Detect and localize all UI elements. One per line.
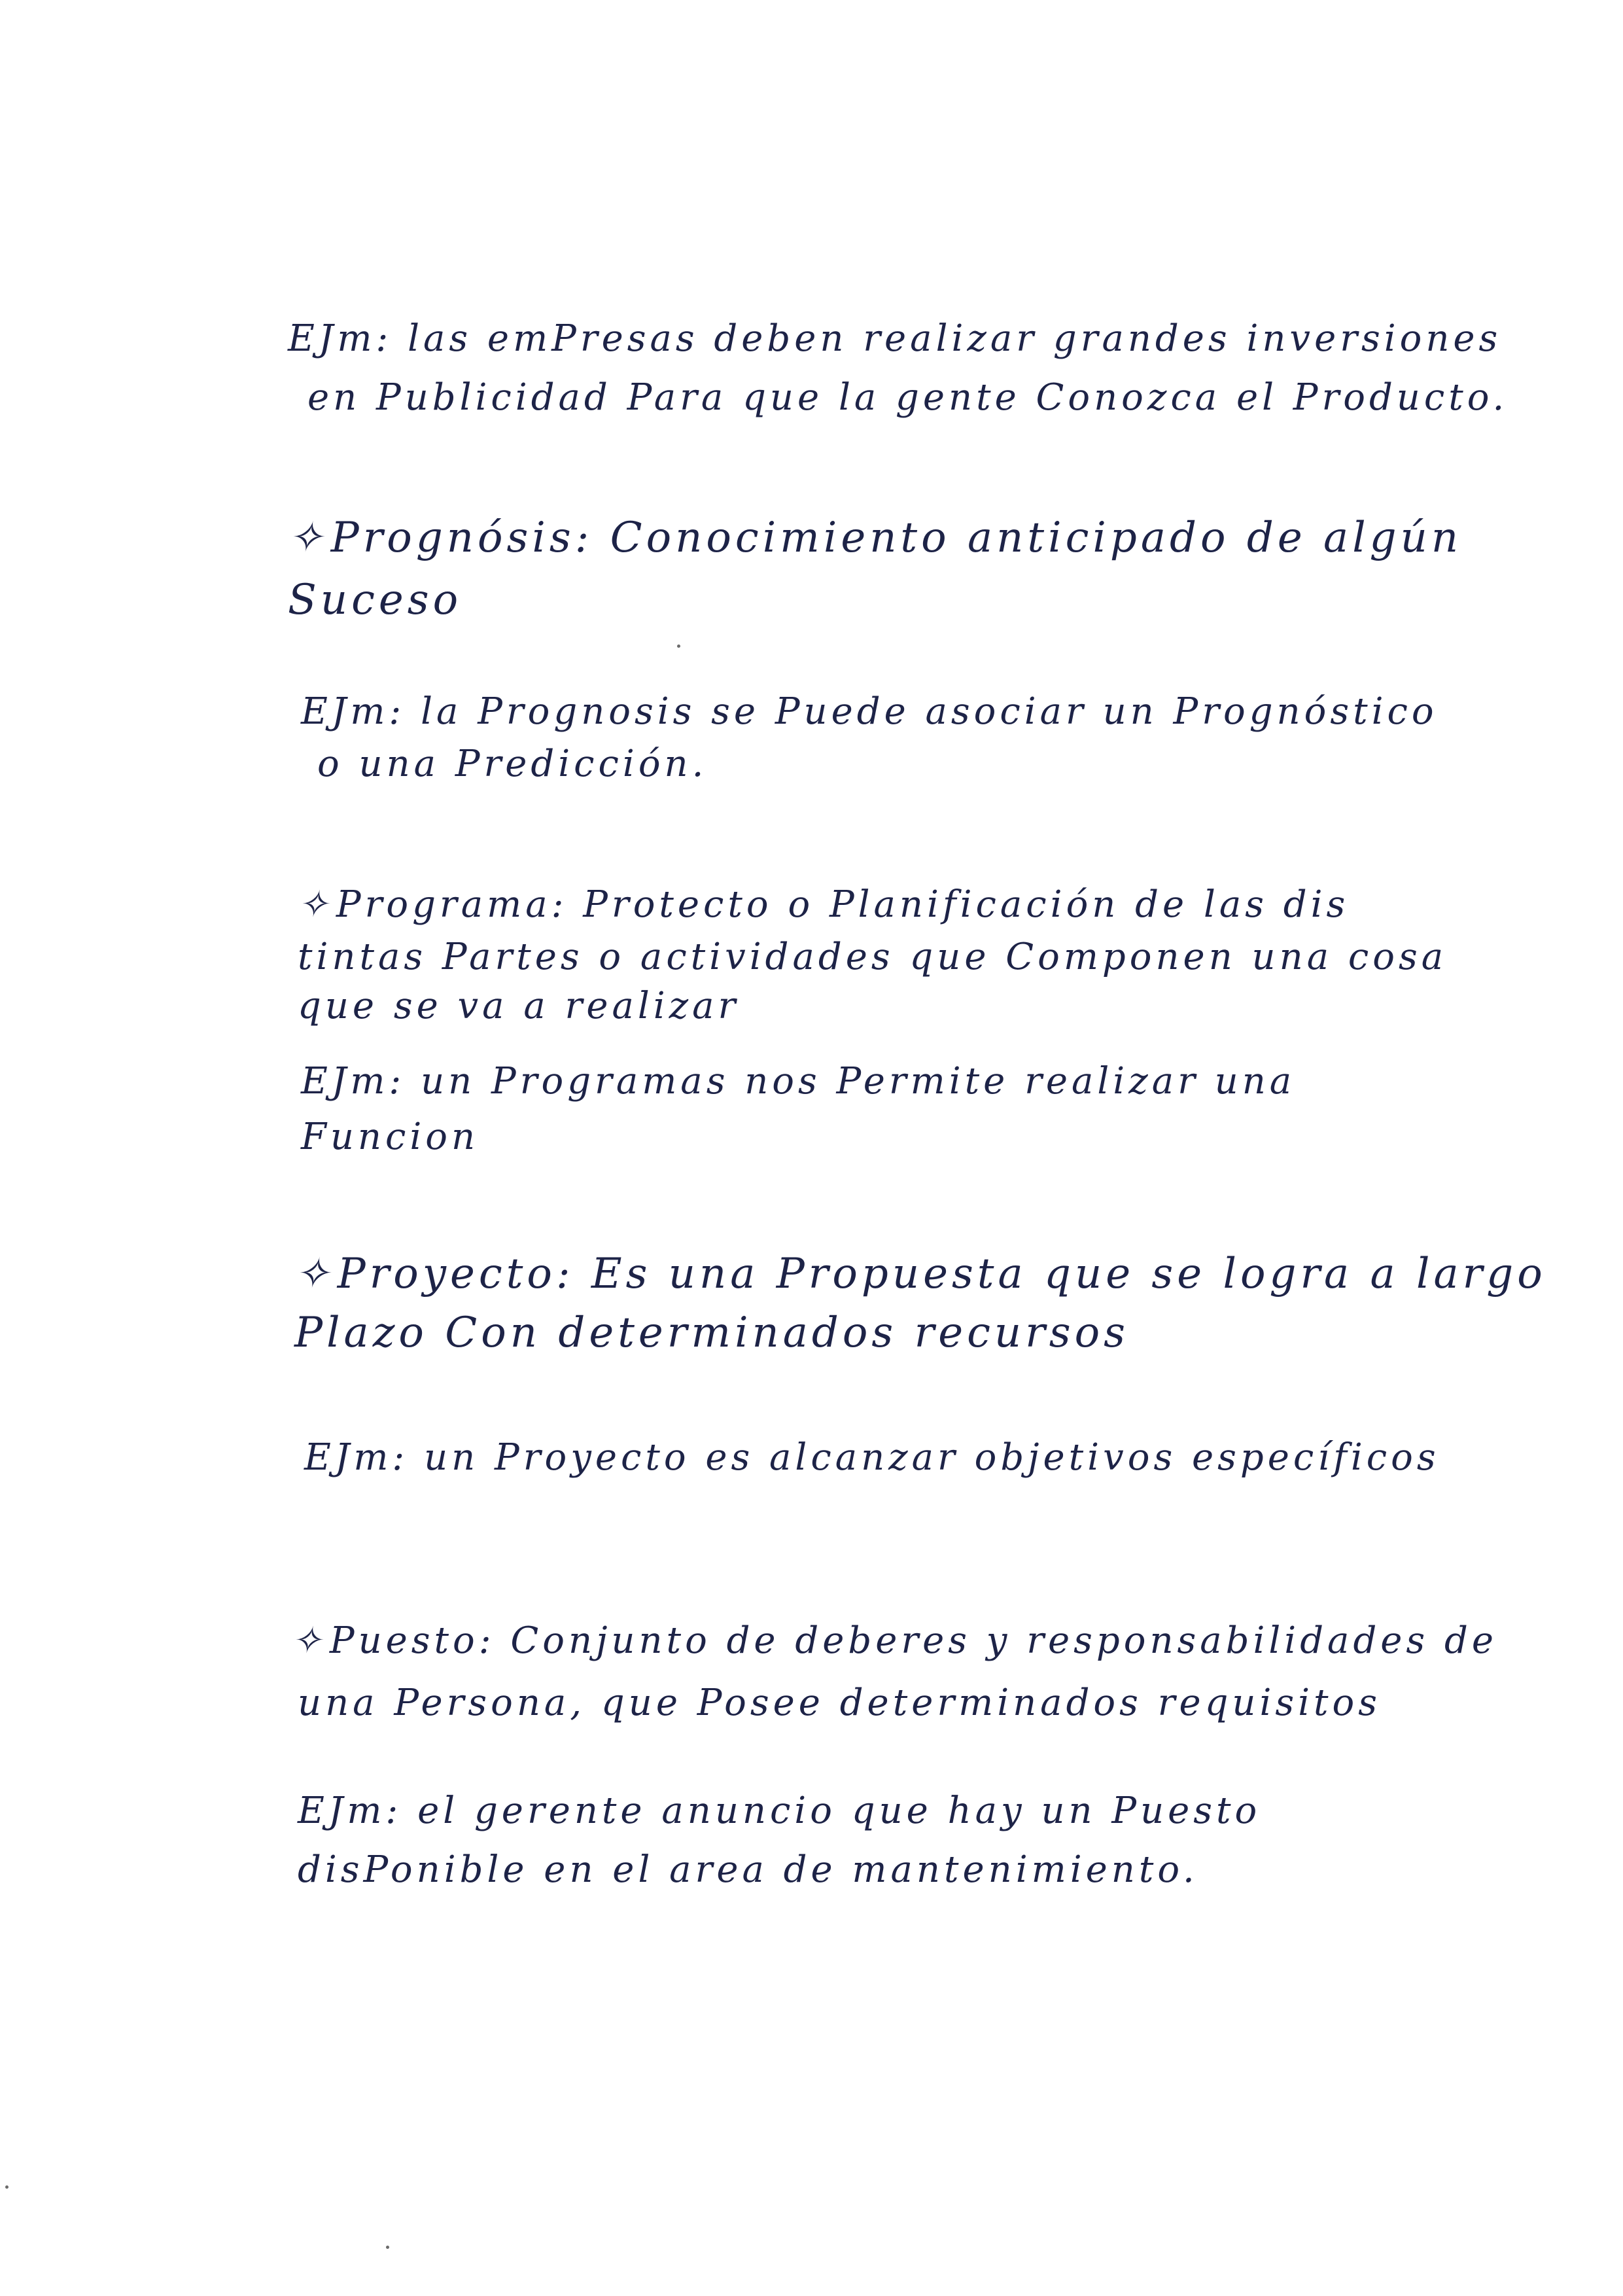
bullet-icon: ✧ xyxy=(294,1250,334,1298)
bullet-icon: ✧ xyxy=(291,1619,326,1662)
definition-proyecto-text: Proyecto: Es una Propuesta que se logra a largo xyxy=(337,1250,1546,1298)
example-puesto-line-1: EJm: el gerente anuncio que hay un Puesto xyxy=(298,1790,1261,1832)
scan-speck xyxy=(677,645,680,648)
example-programa-line-2: Funcion xyxy=(301,1116,480,1158)
definition-puesto-line-2: una Persona, que Posee determinados requisitos xyxy=(298,1682,1382,1724)
example-puesto-line-2: disPonible en el area de mantenimiento. xyxy=(298,1848,1198,1891)
definition-puesto-line-1 xyxy=(291,1619,1497,1662)
scan-speck xyxy=(386,2246,389,2249)
definition-programa-line-2: tintas Partes o actividades que Componen una cosa xyxy=(298,936,1448,978)
scan-speck xyxy=(5,2185,9,2189)
example-programa-line-1: EJm: un Programas nos Permite realizar una xyxy=(301,1060,1296,1103)
definition-programa-line-1 xyxy=(298,883,1350,926)
example-advertising-line-1: EJm: las emPresas deben realizar grandes inversiones xyxy=(288,317,1502,360)
example-prognosis-line-1: EJm: la Prognosis se Puede asociar un Prognóstico xyxy=(301,690,1438,733)
definition-puesto-text: Puesto: Conjunto de deberes y responsabilidades de xyxy=(329,1619,1497,1662)
definition-programa-text: Programa: Protecto o Planificación de las dis xyxy=(336,883,1350,926)
example-proyecto-line-1: EJm: un Proyecto es alcanzar objetivos específicos xyxy=(304,1436,1440,1479)
bullet-icon: ✧ xyxy=(298,883,332,926)
bullet-icon: ✧ xyxy=(288,514,327,562)
definition-proyecto-line-1 xyxy=(294,1250,1546,1298)
definition-prognosis-line-2: Suceso xyxy=(288,576,462,624)
example-advertising-line-2: en Publicidad Para que la gente Conozca el Producto. xyxy=(307,376,1509,419)
definition-prognosis-text: Prognósis: Conocimiento anticipado de algún xyxy=(330,514,1463,562)
definition-proyecto-line-2: Plazo Con determinados recursos xyxy=(294,1309,1129,1357)
definition-programa-line-3: que se va a realizar xyxy=(298,985,740,1027)
definition-prognosis-line-1 xyxy=(288,514,1463,562)
example-prognosis-line-2: o una Predicción. xyxy=(317,743,708,785)
